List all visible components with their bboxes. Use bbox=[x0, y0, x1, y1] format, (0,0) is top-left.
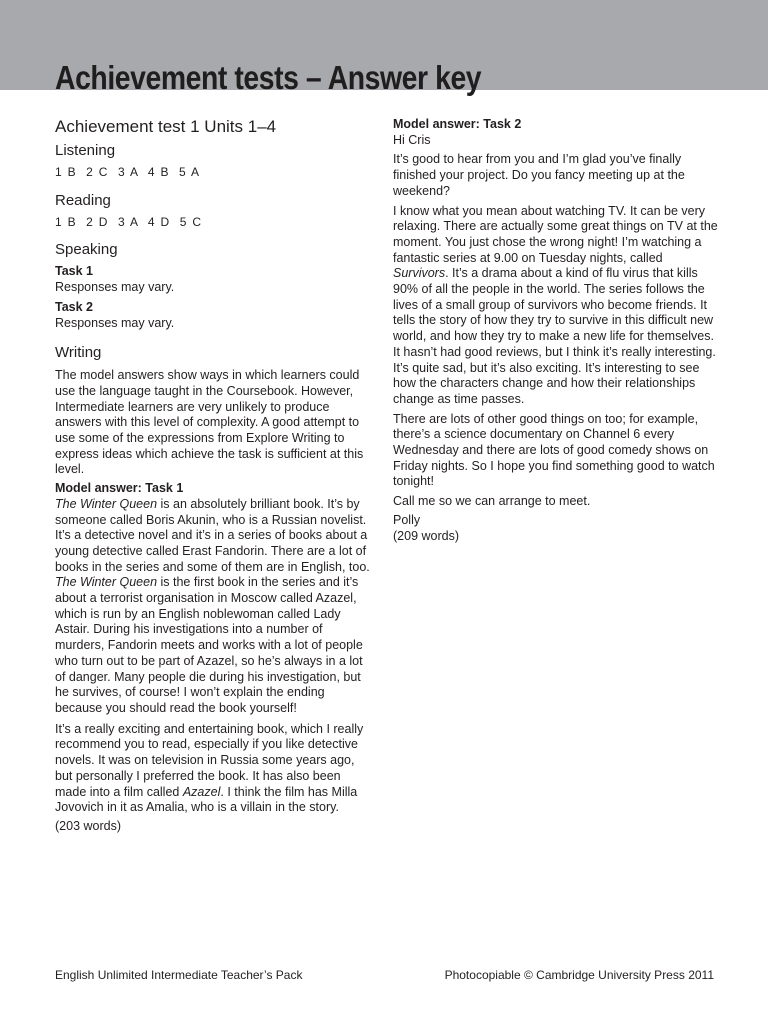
listening-heading: Listening bbox=[55, 142, 116, 159]
letter-paragraph-2 bbox=[393, 204, 718, 408]
letter-signoff: Polly bbox=[393, 512, 421, 527]
text-span: is an absolutely brilliant book. It’s by someone called Boris Akunin, who is a Russian novelist. It’s a detective novel and it’s in a series of books about a young detective called Erast Fandorin. There are a lot of books in the series and some of them are in English, too. bbox=[55, 496, 370, 574]
book-title: The Winter Queen bbox=[55, 496, 158, 511]
writing-task1-paragraph-1 bbox=[55, 497, 375, 717]
speaking-task1-label: Task 1 bbox=[55, 264, 93, 279]
text-span: I know what you mean about watching TV. It can be very relaxing. There are actually some great things on TV at the moment. You just chose the wrong night! I’m watching a fantastic series at 9.00 on Tuesday nights, called bbox=[393, 203, 718, 265]
page-title: Achievement tests – Answer key bbox=[55, 59, 482, 96]
footer-copyright: Photocopiable © Cambridge University Press 2011 bbox=[444, 968, 714, 982]
writing-task2-label: Model answer: Task 2 bbox=[393, 117, 522, 131]
reading-answers: 1 B 2 D 3 A 4 D 5 C bbox=[55, 214, 203, 229]
writing-task2-word-count: (209 words) bbox=[393, 528, 459, 543]
reading-heading: Reading bbox=[55, 191, 111, 209]
text-span: . I think the film has Milla Jovovich in it as Amalia, who is a villain in the story. bbox=[55, 784, 358, 815]
listening-answers: 1 B 2 C 3 A 4 B 5 A bbox=[55, 165, 201, 179]
letter-greeting: Hi Cris bbox=[393, 132, 431, 147]
writing-task1-word-count: (203 words) bbox=[55, 818, 121, 833]
text-span: is the first book in the series and it’s about a terrorist organisation in Moscow called Azazel, which is run by an English noblewoman called Lady Astair. During his investigations into a number of murders, Fandorin meets and works with a lot of people who turn out to be part of Azazel, so he’s always in a lot of danger. Many people die during his investigation, but he survives, of course! I won’t explain the ending because you should read the book yourself! bbox=[55, 575, 363, 715]
book-title: The Winter Queen bbox=[55, 575, 158, 590]
footer-publication: English Unlimited Intermediate Teacher’s Pack bbox=[55, 968, 303, 982]
text-span: It’s a really exciting and entertaining book, which I really recommend you to read, especially if you like detective novels. It was on television in Russia some years ago, but personally I preferred the book. It has also been made into a film called bbox=[55, 721, 364, 799]
right-column bbox=[393, 117, 718, 544]
test-title: Achievement test 1 Units 1–4 bbox=[55, 117, 277, 136]
writing-heading: Writing bbox=[55, 344, 102, 362]
writing-intro: The model answers show ways in which learners could use the language taught in the Coursebook. However, Intermediate learners are very unlikely to produce answers with this level of complexity. A good attempt to use some of the expressions from Explore Writing to express ideas which achieve the task is sufficient at this level. bbox=[55, 368, 364, 477]
speaking-heading: Speaking bbox=[55, 241, 118, 259]
film-title: Azazel bbox=[182, 784, 221, 799]
writing-task1-paragraph-2 bbox=[55, 722, 375, 816]
series-title: Survivors bbox=[393, 266, 446, 281]
speaking-task2-label: Task 2 bbox=[55, 299, 93, 314]
letter-paragraph-3: There are lots of other good things on too; for example, there’s a science documentary on Channel 6 every Wednesday and there are lots of good comedy shows on Friday nights. So I hope you find something good to watch tonight! bbox=[393, 411, 715, 489]
letter-paragraph-1: It’s good to hear from you and I’m glad you’ve finally finished your project. Do you fancy meeting up at the weekend? bbox=[393, 152, 685, 198]
text-span: . It’s a drama about a kind of flu virus that kills 90% of all the people in the world. The series follows the lives of a small group of survivors who become friends. It tells the story of how they try to survive in this difficult new world, and how they try to make a new life for themselves. It hasn’t had good reviews, but I think it’s really interesting. It’s quite sad, but it’s also exciting. It’s interesting to see how the characters change and how their relationships change as time passes. bbox=[393, 266, 716, 406]
speaking-task2-text: Responses may vary. bbox=[55, 315, 175, 330]
left-column bbox=[55, 116, 375, 835]
writing-task1-label: Model answer: Task 1 bbox=[55, 481, 184, 496]
speaking-task1-text: Responses may vary. bbox=[55, 280, 175, 295]
letter-paragraph-4: Call me so we can arrange to meet. bbox=[393, 494, 591, 509]
